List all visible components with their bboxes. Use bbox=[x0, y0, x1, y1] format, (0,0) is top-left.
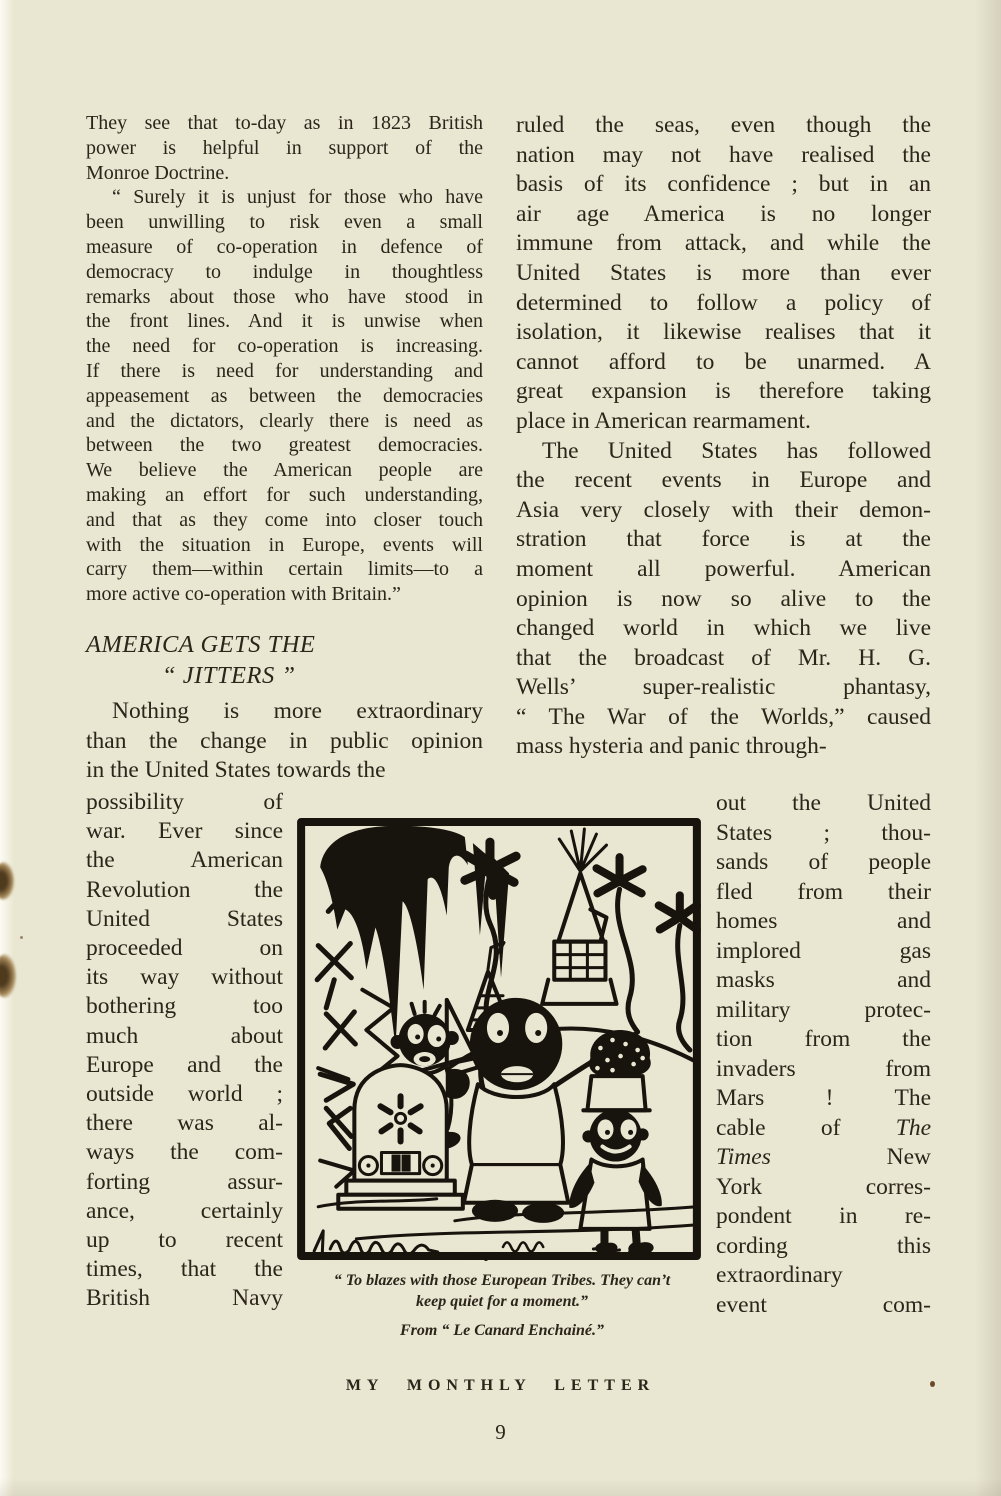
text-line: proceeded on bbox=[86, 935, 283, 962]
heading-line-2: “ JITTERS ” bbox=[162, 662, 296, 689]
text-line: the need for co-operation is increasing. bbox=[86, 335, 483, 358]
text-line: They see that to-day as in 1823 British bbox=[86, 112, 483, 134]
text-line: than the change in public opinion bbox=[86, 727, 483, 754]
text-line: remarks about those who have stood in bbox=[86, 285, 483, 308]
text-line: the front lines. And it is unwise when bbox=[86, 310, 483, 333]
text-line: United States bbox=[86, 905, 283, 932]
text-line: in the United States towards the bbox=[86, 757, 386, 783]
text-line: there was al- bbox=[86, 1110, 283, 1137]
text-line: its way without bbox=[86, 964, 283, 991]
text-line: Europe and the bbox=[86, 1051, 283, 1078]
text-line: times, that the bbox=[86, 1256, 283, 1283]
text-line: great expansion is therefore taking bbox=[516, 378, 931, 405]
text-line: The United States has followed bbox=[542, 437, 931, 464]
text-line: Nothing is more extraordinary bbox=[112, 698, 483, 724]
text-line: cannot afford to be unarmed. A bbox=[516, 348, 931, 375]
text-line: Asia very closely with their demon- bbox=[516, 496, 931, 523]
text-line: United States is more than ever bbox=[516, 259, 931, 286]
text-line: place in American rearmament. bbox=[516, 407, 811, 434]
text-line: democracy to indulge in thoughtless bbox=[86, 260, 483, 283]
running-footer-title: MY MONTHLY LETTER bbox=[345, 1377, 656, 1394]
scan-edge-left bbox=[0, 0, 14, 1496]
caption-credit: From “ Le Canard Enchainé.” bbox=[399, 1322, 605, 1339]
text-line: that the broadcast of Mr. H. G. bbox=[516, 644, 931, 671]
text-line: cable of The bbox=[716, 1114, 931, 1141]
text-line: mass hysteria and panic through- bbox=[516, 733, 827, 760]
text-line: immune from attack, and while the bbox=[516, 230, 931, 257]
text-line: outside world ; bbox=[86, 1081, 283, 1108]
text-line: British Navy bbox=[86, 1285, 283, 1312]
text-line: Revolution the bbox=[86, 876, 283, 903]
text-line: sands of people bbox=[716, 849, 931, 875]
text-line: forting assur- bbox=[86, 1168, 283, 1195]
text-line: Mars ! The bbox=[716, 1085, 931, 1111]
text-line: been unwilling to risk even a small bbox=[86, 211, 483, 234]
text-line: and the dictators, clearly there is need as bbox=[86, 409, 483, 432]
text-line: with the situation in Europe, events will bbox=[86, 533, 483, 556]
text-line: and that as they come into closer touch bbox=[86, 508, 483, 531]
scan-edge-bottom bbox=[0, 1478, 1001, 1496]
text-line: military protec- bbox=[716, 996, 931, 1023]
right-narrow-column-text bbox=[716, 789, 931, 1320]
text-line: determined to follow a policy of bbox=[516, 289, 931, 316]
text-line: appeasement as between the democracies bbox=[86, 384, 483, 407]
text-line: between the two greatest democracies. bbox=[86, 434, 483, 457]
text-line: basis of its confidence ; but in an bbox=[516, 171, 931, 198]
text-line: making an effort for such understanding, bbox=[86, 483, 483, 506]
section-heading bbox=[86, 629, 483, 691]
text-line: ruled the seas, even though the bbox=[516, 112, 931, 138]
text-line: masks and bbox=[716, 967, 931, 993]
caption-line-1: “ To blazes with those European Tribes. They can’t bbox=[333, 1272, 671, 1289]
text-line: ance, certainly bbox=[86, 1197, 283, 1224]
text-line: pondent in re- bbox=[716, 1203, 931, 1229]
text-line: Wells’ super-realistic phantasy, bbox=[516, 674, 931, 701]
text-line: power is helpful in support of the bbox=[86, 136, 483, 159]
text-line: measure of co-operation in defence of bbox=[86, 235, 483, 258]
heading-line-1: AMERICA GETS THE bbox=[86, 631, 316, 658]
text-line: out the United bbox=[716, 790, 931, 816]
palm-tree bbox=[659, 895, 697, 1050]
text-line: event com- bbox=[716, 1291, 931, 1318]
left-column-intro-text bbox=[86, 697, 483, 786]
text-line: the American bbox=[86, 847, 283, 874]
caption-line-2: keep quiet for a moment.” bbox=[416, 1293, 588, 1310]
text-line: bothering too bbox=[86, 993, 283, 1020]
text-line: ways the com- bbox=[86, 1139, 283, 1166]
text-line: York corres- bbox=[716, 1173, 931, 1200]
right-column-text bbox=[516, 111, 931, 762]
cartoon-illustration bbox=[296, 817, 702, 1261]
text-line: We believe the American people are bbox=[86, 459, 483, 482]
text-line: cording this bbox=[716, 1232, 931, 1259]
text-line: invaders from bbox=[716, 1055, 931, 1082]
text-line: nation may not have realised the bbox=[516, 141, 931, 168]
cartoon-caption bbox=[286, 1270, 718, 1341]
text-line: implored gas bbox=[716, 937, 931, 964]
hut-with-spire bbox=[542, 829, 616, 1004]
text-line: If there is need for understanding and bbox=[86, 359, 483, 382]
text-line: fled from their bbox=[716, 878, 931, 905]
text-line: Monroe Doctrine. bbox=[86, 161, 230, 184]
text-line: war. Ever since bbox=[86, 818, 283, 845]
text-line: extraordinary bbox=[716, 1262, 843, 1288]
text-line: up to recent bbox=[86, 1227, 283, 1254]
text-line: States ; thou- bbox=[716, 819, 931, 846]
text-line: tion from the bbox=[716, 1026, 931, 1052]
text-line: opinion is now so alive to the bbox=[516, 585, 931, 612]
text-line: Times New bbox=[716, 1144, 931, 1170]
text-line: air age America is no longer bbox=[516, 200, 931, 227]
text-line: more active co-operation with Britain.” bbox=[86, 583, 401, 606]
text-line: isolation, it likewise realises that it bbox=[516, 319, 931, 346]
page-number: 9 bbox=[495, 1420, 506, 1444]
text-line: “ Surely it is unjust for those who have bbox=[112, 186, 483, 209]
text-line: much about bbox=[86, 1022, 283, 1049]
hatted-figure bbox=[569, 1030, 662, 1255]
text-line: moment all powerful. American bbox=[516, 555, 931, 582]
text-line: possibility of bbox=[86, 789, 283, 815]
text-line: changed world in which we live bbox=[516, 615, 931, 642]
paper-speck bbox=[20, 936, 23, 939]
text-line: “ The War of the Worlds,” caused bbox=[516, 703, 931, 730]
text-line: the recent events in Europe and bbox=[516, 467, 931, 494]
scan-edge-right bbox=[975, 0, 1001, 1496]
left-column-text bbox=[86, 111, 483, 607]
text-line: homes and bbox=[716, 908, 931, 934]
left-narrow-column-text bbox=[86, 788, 283, 1314]
text-line: stration that force is at the bbox=[516, 526, 931, 553]
text-line: carry them—within certain limits—to a bbox=[86, 558, 483, 581]
